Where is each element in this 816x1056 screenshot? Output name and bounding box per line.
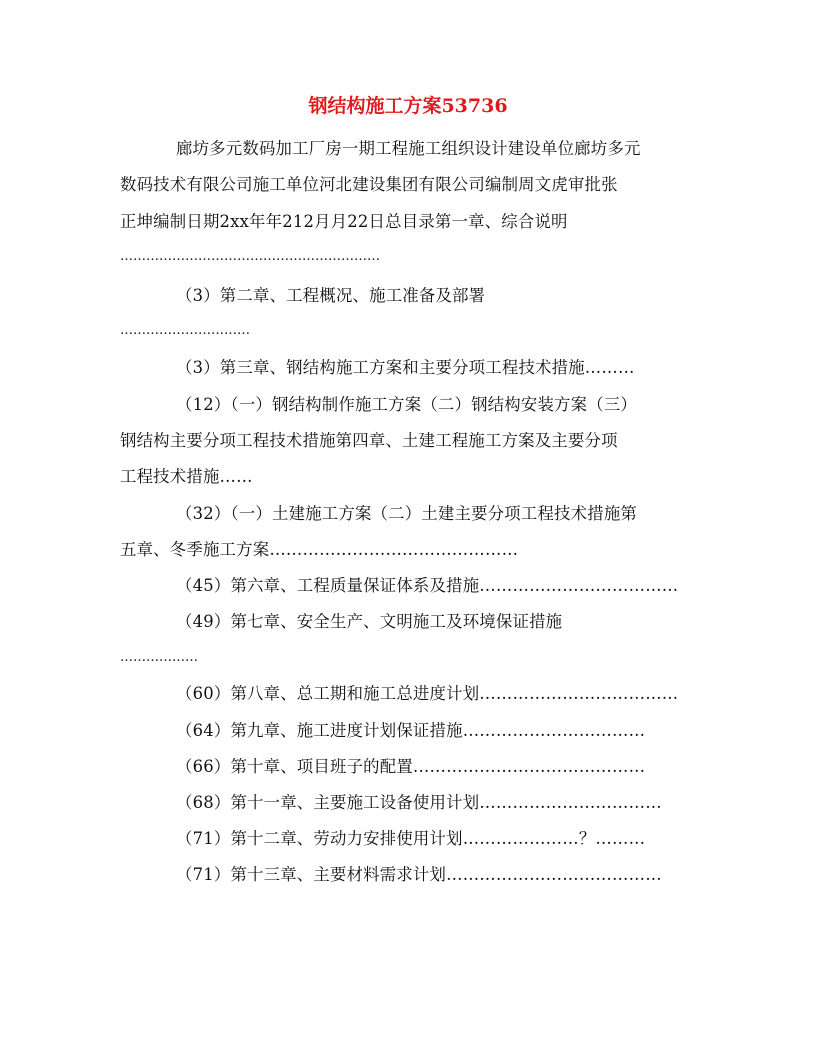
toc-line: （45）第六章、工程质量保证体系及措施……………………………… [176, 576, 679, 595]
text-line: 工程技术措施…… [120, 467, 253, 486]
leader-dots: ………………………… [120, 323, 250, 338]
toc-line: （32）（一）土建施工方案（二）土建主要分项工程技术措施第 [176, 504, 638, 523]
leader-dots: …………………………………………………… [120, 249, 380, 264]
toc-line: （60）第八章、总工期和施工总进度计划……………………………… [176, 684, 679, 703]
text-line: 正坤编制日期2xx年年212月月22日总目录第一章、综合说明 [120, 212, 568, 231]
text-line: 钢结构主要分项工程技术措施第四章、土建工程施工方案及主要分项 [120, 431, 618, 450]
toc-line: （12）（一）钢结构制作施工方案（二）钢结构安装方案（三） [176, 395, 638, 414]
toc-line: （64）第九章、施工进度计划保证措施…………………………… [176, 721, 646, 740]
toc-line: （71）第十三章、主要材料需求计划………………………………… [176, 865, 662, 884]
text-line: 廊坊多元数码加工厂房一期工程施工组织设计建设单位廊坊多元 [176, 139, 641, 158]
toc-line: （66）第十章、项目班子的配置…………………………………… [176, 757, 646, 776]
leader-dots: ……………… [120, 650, 198, 665]
document-title: 钢结构施工方案53736 [308, 95, 508, 117]
toc-line: （68）第十一章、主要施工设备使用计划…………………………… [176, 793, 662, 812]
toc-line: （3）第三章、钢结构施工方案和主要分项工程技术措施……… [176, 358, 635, 377]
toc-line: （71）第十二章、劳动力安排使用计划…………………？……… [176, 829, 646, 848]
toc-line: （49）第七章、安全生产、文明施工及环境保证措施 [176, 612, 563, 631]
toc-line: （3）第二章、工程概况、施工准备及部署 [176, 286, 486, 305]
text-line: 五章、冬季施工方案……………………………………… [120, 540, 519, 559]
text-line: 数码技术有限公司施工单位河北建设集团有限公司编制周文虎审批张 [120, 175, 618, 194]
